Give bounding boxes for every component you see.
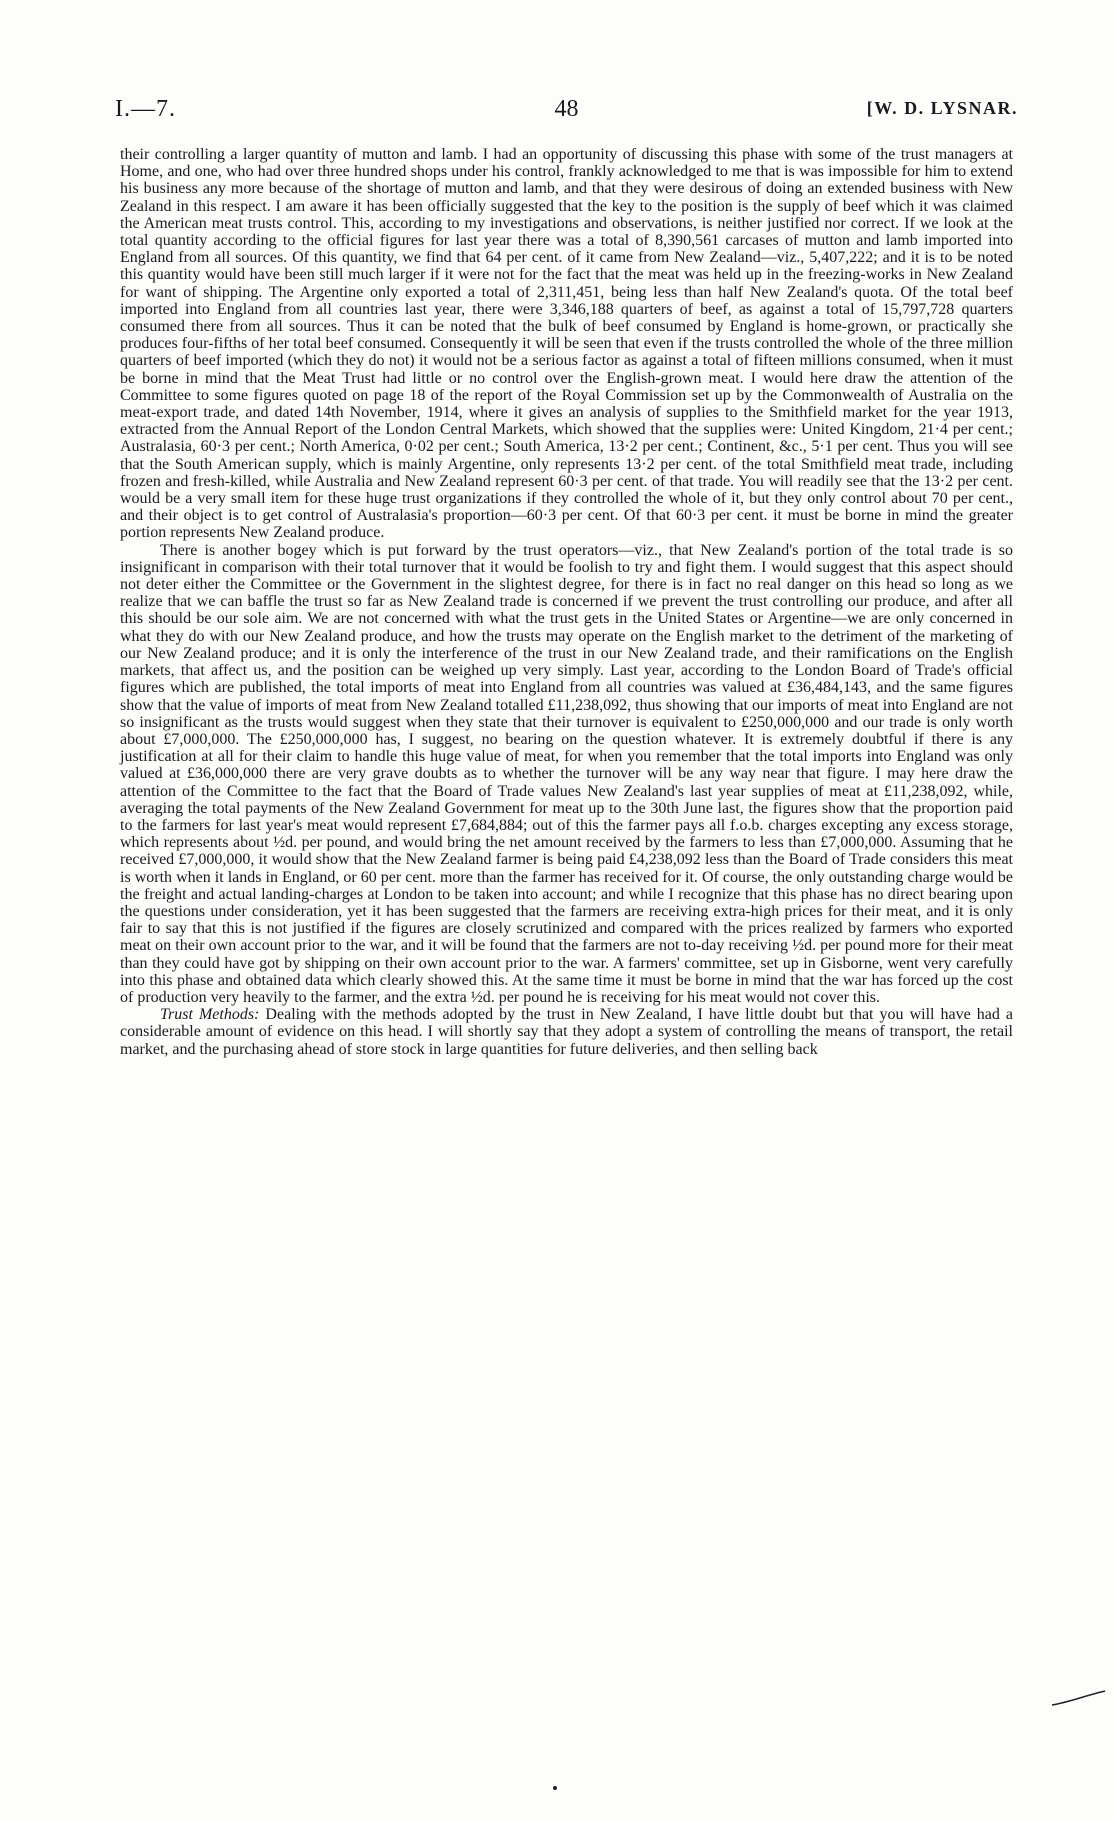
- page-number: 48: [554, 96, 579, 122]
- paragraph-3-text: Dealing with the methods adopted by the trust in New Zealand, I have little doubt but that you will have had a considerable amount of evidence on this head. I will shortly say that they adopt a system of controlling the means of transport, the retail market, and the purchasing ahead of store stock in large quantities for future deliveries, and then selling back: [120, 1006, 1014, 1058]
- paragraph-1: their controlling a larger quantity of mutton and lamb. I had an opportunity of discussing this phase with some of the trust managers at Home, and one, who had over three hundred shops under his control, frankly acknowledged to me that is was impossible for him to extend his business any more because of the shortage of mutton and lamb, and that they were desirous of doing an extended business with New Zealand in this respect. I am aware it has been officially suggested that the key to the position is the supply of beef which it was claimed the American meat trusts control. This, according to my investigations and observations, is neither justified nor correct. If we look at the total quantity according to the official figures for last year there was a total of 8,390,561 carcases of mutton and lamb imported into England from all sources. Of this quantity, we find that 64 per cent. of it came from New Zealand—viz., 5,407,222; and it is to be noted this quantity would have been still much larger if it were not for the fact that the meat was held up in the freezing-works in New Zealand for want of shipping. The Argentine only exported a total of 2,311,451, being less than half New Zealand's quota. Of the total beef imported into England from all countries last year, there were 3,346,188 quarters of beef, as against a total of 15,797,728 quarters consumed there from all sources. Thus it can be noted that the bulk of beef consumed by England is home-grown, or practically she produces four-fifths of her total beef consumed. Consequently it will be seen that even if the trusts controlled the whole of the three million quarters of beef imported (which they do not) it would not be a serious factor as against a total of fifteen millions consumed, when it must be borne in mind that the Meat Trust had little or no control over the English-grown meat. I would here draw the attention of the Committee to some figures quoted on page 18 of the report of the Royal Commission set up by the Commonwealth of Australia on the meat-export trade, and dated 14th November, 1914, where it gives an analysis of supplies to the Smithfield market for the year 1913, extracted from the Annual Report of the London Central Markets, which showed that the supplies were: United Kingdom, 21·4 per cent.; Australasia, 60·3 per cent.; North America, 0·02 per cent.; South America, 13·2 per cent.; Continent, &c., 5·1 per cent. Thus you will see that the South American supply, which is mainly Argentine, only represents 13·2 per cent. of the total Smithfield meat trade, including frozen and fresh-killed, while Australia and New Zealand represent 60·3 per cent. of that trade. You will readily see that the 13·2 per cent. would be a very small item for these huge trust organizations if they controlled the whole of it, but they only control about 70 per cent., and their object is to get control of Australasia's proportion—60·3 per cent. Of that 60·3 per cent. it must be borne in mind the greater portion represents New Zealand produce.: [120, 146, 1013, 542]
- page-header: [115, 96, 1018, 130]
- paragraph-2: There is another bogey which is put forward by the trust operators—viz., that New Zealand's portion of the total trade is so insignificant in comparison with their total turnover that it would be foolish to try and fight them. I would suggest that this aspect should not deter either the Committee or the Government in the slightest degree, for there is in fact no real danger on this head so long as we realize that we can baffle the trust so far as New Zealand trade is concerned if we prevent the trust controlling our produce, and after all this should be our sole aim. We are not concerned with what the trust gets in the United States or Argentine—we are only concerned in what they do with our New Zealand produce, and how the trusts may operate on the English market to the detriment of the marketing of our New Zealand produce; and it is only the interference of the trust in our New Zealand trade, and their ramifications on the English markets, that affect us, and the position can be weighed up very simply. Last year, according to the London Board of Trade's official figures which are published, the total imports of meat into England from all countries was valued at £36,484,143, and the same figures show that the value of imports of meat from New Zealand totalled £11,238,092, thus showing that our imports of meat into England are not so insignificant as the trusts would suggest when they state that their turnover is equivalent to £250,000,000 and our trade is only worth about £7,000,000. The £250,000,000 has, I suggest, no bearing on the question whatever. It is extremely doubtful if there is any justification at all for their claim to handle this huge value of meat, for when you remember that the total imports into England was only valued at £36,000,000 there are very grave doubts as to whether the turnover will be any way near that figure. I may here draw the attention of the Committee to the fact that the Board of Trade values New Zealand's last year supplies of meat at £11,238,092, while, averaging the total payments of the New Zealand Government for meat up to the 30th June last, the figures show that the proportion paid to the farmers for last year's meat would represent £7,684,884; out of this the farmer pays all f.o.b. charges excepting any excess storage, which represents about ½d. per pound, and would bring the net amount received by the farmers to less than £7,000,000. Assuming that he received £7,000,000, it would show that the New Zealand farmer is being paid £4,238,092 less than the Board of Trade considers this meat is worth when it lands in England, or 60 per cent. more than the farmer has received for it. Of course, the only outstanding charge would be the freight and actual landing-charges at London to be taken into account; and while I recognize that this phase has no direct bearing upon the questions under consideration, yet it has been suggested that the farmers are receiving extra-high prices for their meat, and it is only fair to say that this is not justified if the figures are closely scrutinized and compared with the prices realized by farmers who exported meat on their own account prior to the war, and it will be found that the farmers are not to-day receiving ½d. per pound more for their meat than they could have got by shipping on their own account prior to the war. A farmers' committee, set up in Gisborne, went very carefully into this phase and obtained data which clearly showed this. At the same time it must be borne in mind that the war has forced up the cost of production very heavily to the farmer, and the extra ½d. per pound he is receiving for his meat would not cover this.: [120, 541, 1013, 1006]
- paragraph-3: [120, 1006, 1013, 1058]
- section-heading-trust-methods: Trust Methods:: [160, 1006, 260, 1024]
- document-reference: I.—7.: [115, 96, 176, 122]
- ink-speck: [553, 1786, 557, 1790]
- witness-name: [W. D. LYSNAR.: [866, 98, 1018, 118]
- body-text: [120, 146, 1013, 1058]
- margin-pen-mark: [1050, 1689, 1106, 1709]
